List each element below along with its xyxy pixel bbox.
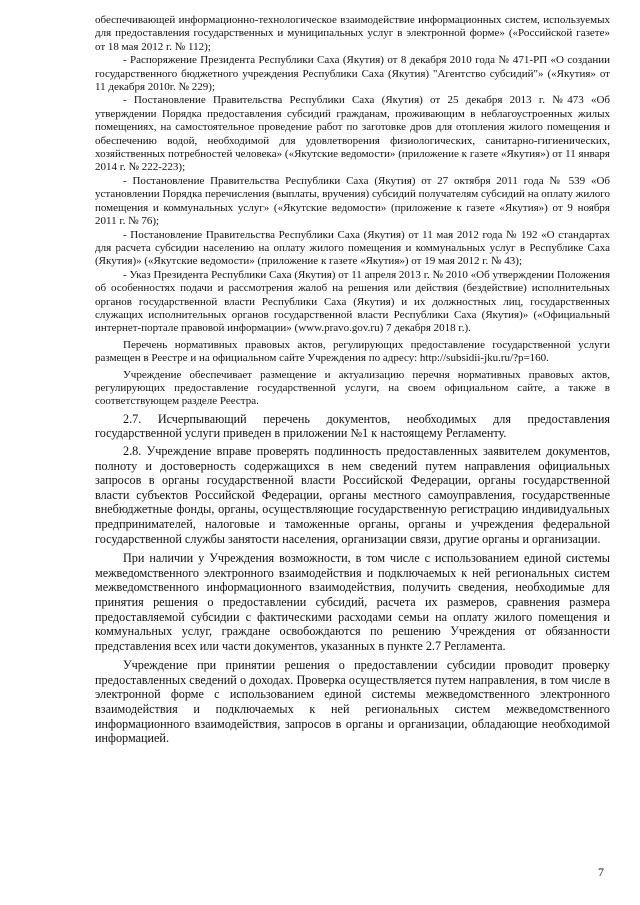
paragraph-9: 2.7. Исчерпывающий перечень документов, необходимых для предоставления государственной услуги приведен в приложении №1 к настоящему Регламенту. [95, 411, 610, 441]
paragraph-8: Учреждение обеспечивает размещение и актуализацию перечня нормативных правовых актов, регулирующих предоставление государственной услуги, на своем официальном сайте, а также в соответствующем разделе Реестра. [95, 368, 610, 408]
paragraph-5: - Постановление Правительства Республики Саха (Якутия) от 11 мая 2012 года № 192 «О стандартах для расчета субсидии населению на оплату жилого помещения и коммунальных услуг в Республике Саха (Якутия)» («Якутские ведомости» (приложение к газете «Якутия») от 19 мая 2012 г. № 43); [95, 228, 610, 268]
paragraph-3: - Постановление Правительства Республики Саха (Якутия) от 25 декабря 2013 г. №473 «Об утверждении Порядка предоставления субсидий гражданам, проживающим в неблагоустроенных жилых помещениях, на самостоятельное проведение работ по заготовке дров для отопления жилого помещения и обеспечению водой, необходимой для удовлетворения физиологических, санитарно-гигиенических, хозяйственных потребностей человека» («Якутские ведомости» (приложение к газете «Якутия») от 11 января 2014 г. № 222-223); [95, 94, 610, 174]
paragraph-12: Учреждение при принятии решения о предоставлении субсидии проводит проверку предоставленных сведений о доходах. Проверка осуществляется путем направления, в том числе в электронной форме с использованием единой системы межведомственного электронного взаимодействия и подключаемых к ней региональных систем межведомственного информационного взаимодействия, запросов в органы и организации, обладающие необходимой информацией. [95, 658, 610, 746]
paragraph-7: Перечень нормативных правовых актов, регулирующих предоставление государственной услуги размещен в Реестре и на официальном сайте Учреждения по адресу: http://subsidii-jku.ru/?p=160. [95, 338, 610, 365]
paragraph-11: При наличии у Учреждения возможности, в том числе с использованием единой системы межведомственного электронного взаимодействия и подключаемых к ней региональных систем межведомственного информационного взаимодействия, получить сведения, необходимые для принятия решения о предоставлении субсидий, расчета их размеров, сравнения размера предоставляемой субсидии с фактическими расходами семьи на оплату жилого помещения и коммунальных услуг, граждане освобождаются по решению Учреждения от обязанности представления всех или части документов, указанных в пункте 2.7 Регламента. [95, 551, 610, 653]
document-body [95, 14, 610, 746]
paragraph-10: 2.8. Учреждение вправе проверять подлинность предоставленных заявителем документов, полноту и достоверность содержащихся в нем сведений путем направления официальных запросов в органы государственной власти Российской Федерации, органы государственной власти субъектов Российской Федерации, органы местного самоуправления, государственные внебюджетные фонды, органы, осуществляющие государственную регистрацию индивидуальных предпринимателей, налоговые и таможенные органы, органы и учреждения федеральной государственной службы занятости населения, организации связи, другие органы и организации. [95, 443, 610, 546]
page-number: 7 [598, 865, 604, 879]
paragraph-2: - Распоряжение Президента Республики Саха (Якутия) от 8 декабря 2010 года № 471-РП «О создании государственного бюджетного учреждения Республики Саха (Якутия) "Агентство субсидий"» («Якутия» от 11 декабря 2010г. № 229); [95, 54, 610, 94]
paragraph-1: обеспечивающей информационно-технологическое взаимодействие информационных систем, используемых для предоставления государственных и муниципальных услуг в электронной форме» («Российской газете» от 18 мая 2012 г. № 112); [95, 14, 610, 53]
paragraph-6: - Указ Президента Республики Саха (Якутия) от 11 апреля 2013 г. № 2010 «Об утверждении Положения об особенностях подачи и рассмотрения жалоб на решения или действия (бездействие) исполнительных органов государственной власти Республики Саха (Якутия) и их должностных лиц, государственных служащих исполнительных органов государственной власти Республики Саха (Якутия)» («Официальный интернет-портале правовой информации» (www.pravo.gov.ru) 7 декабря 2018 г.). [95, 268, 610, 335]
paragraph-4: - Постановление Правительства Республики Саха (Якутия) от 27 октября 2011 года № 539 «Об установлении Порядка перечисления (выплаты, вручения) субсидий получателям субсидий на оплату жилого помещения и коммунальных услуг» («Якутские ведомости» (приложение к газете «Якутия») от 9 ноября 2011 г. № 76); [95, 174, 610, 228]
